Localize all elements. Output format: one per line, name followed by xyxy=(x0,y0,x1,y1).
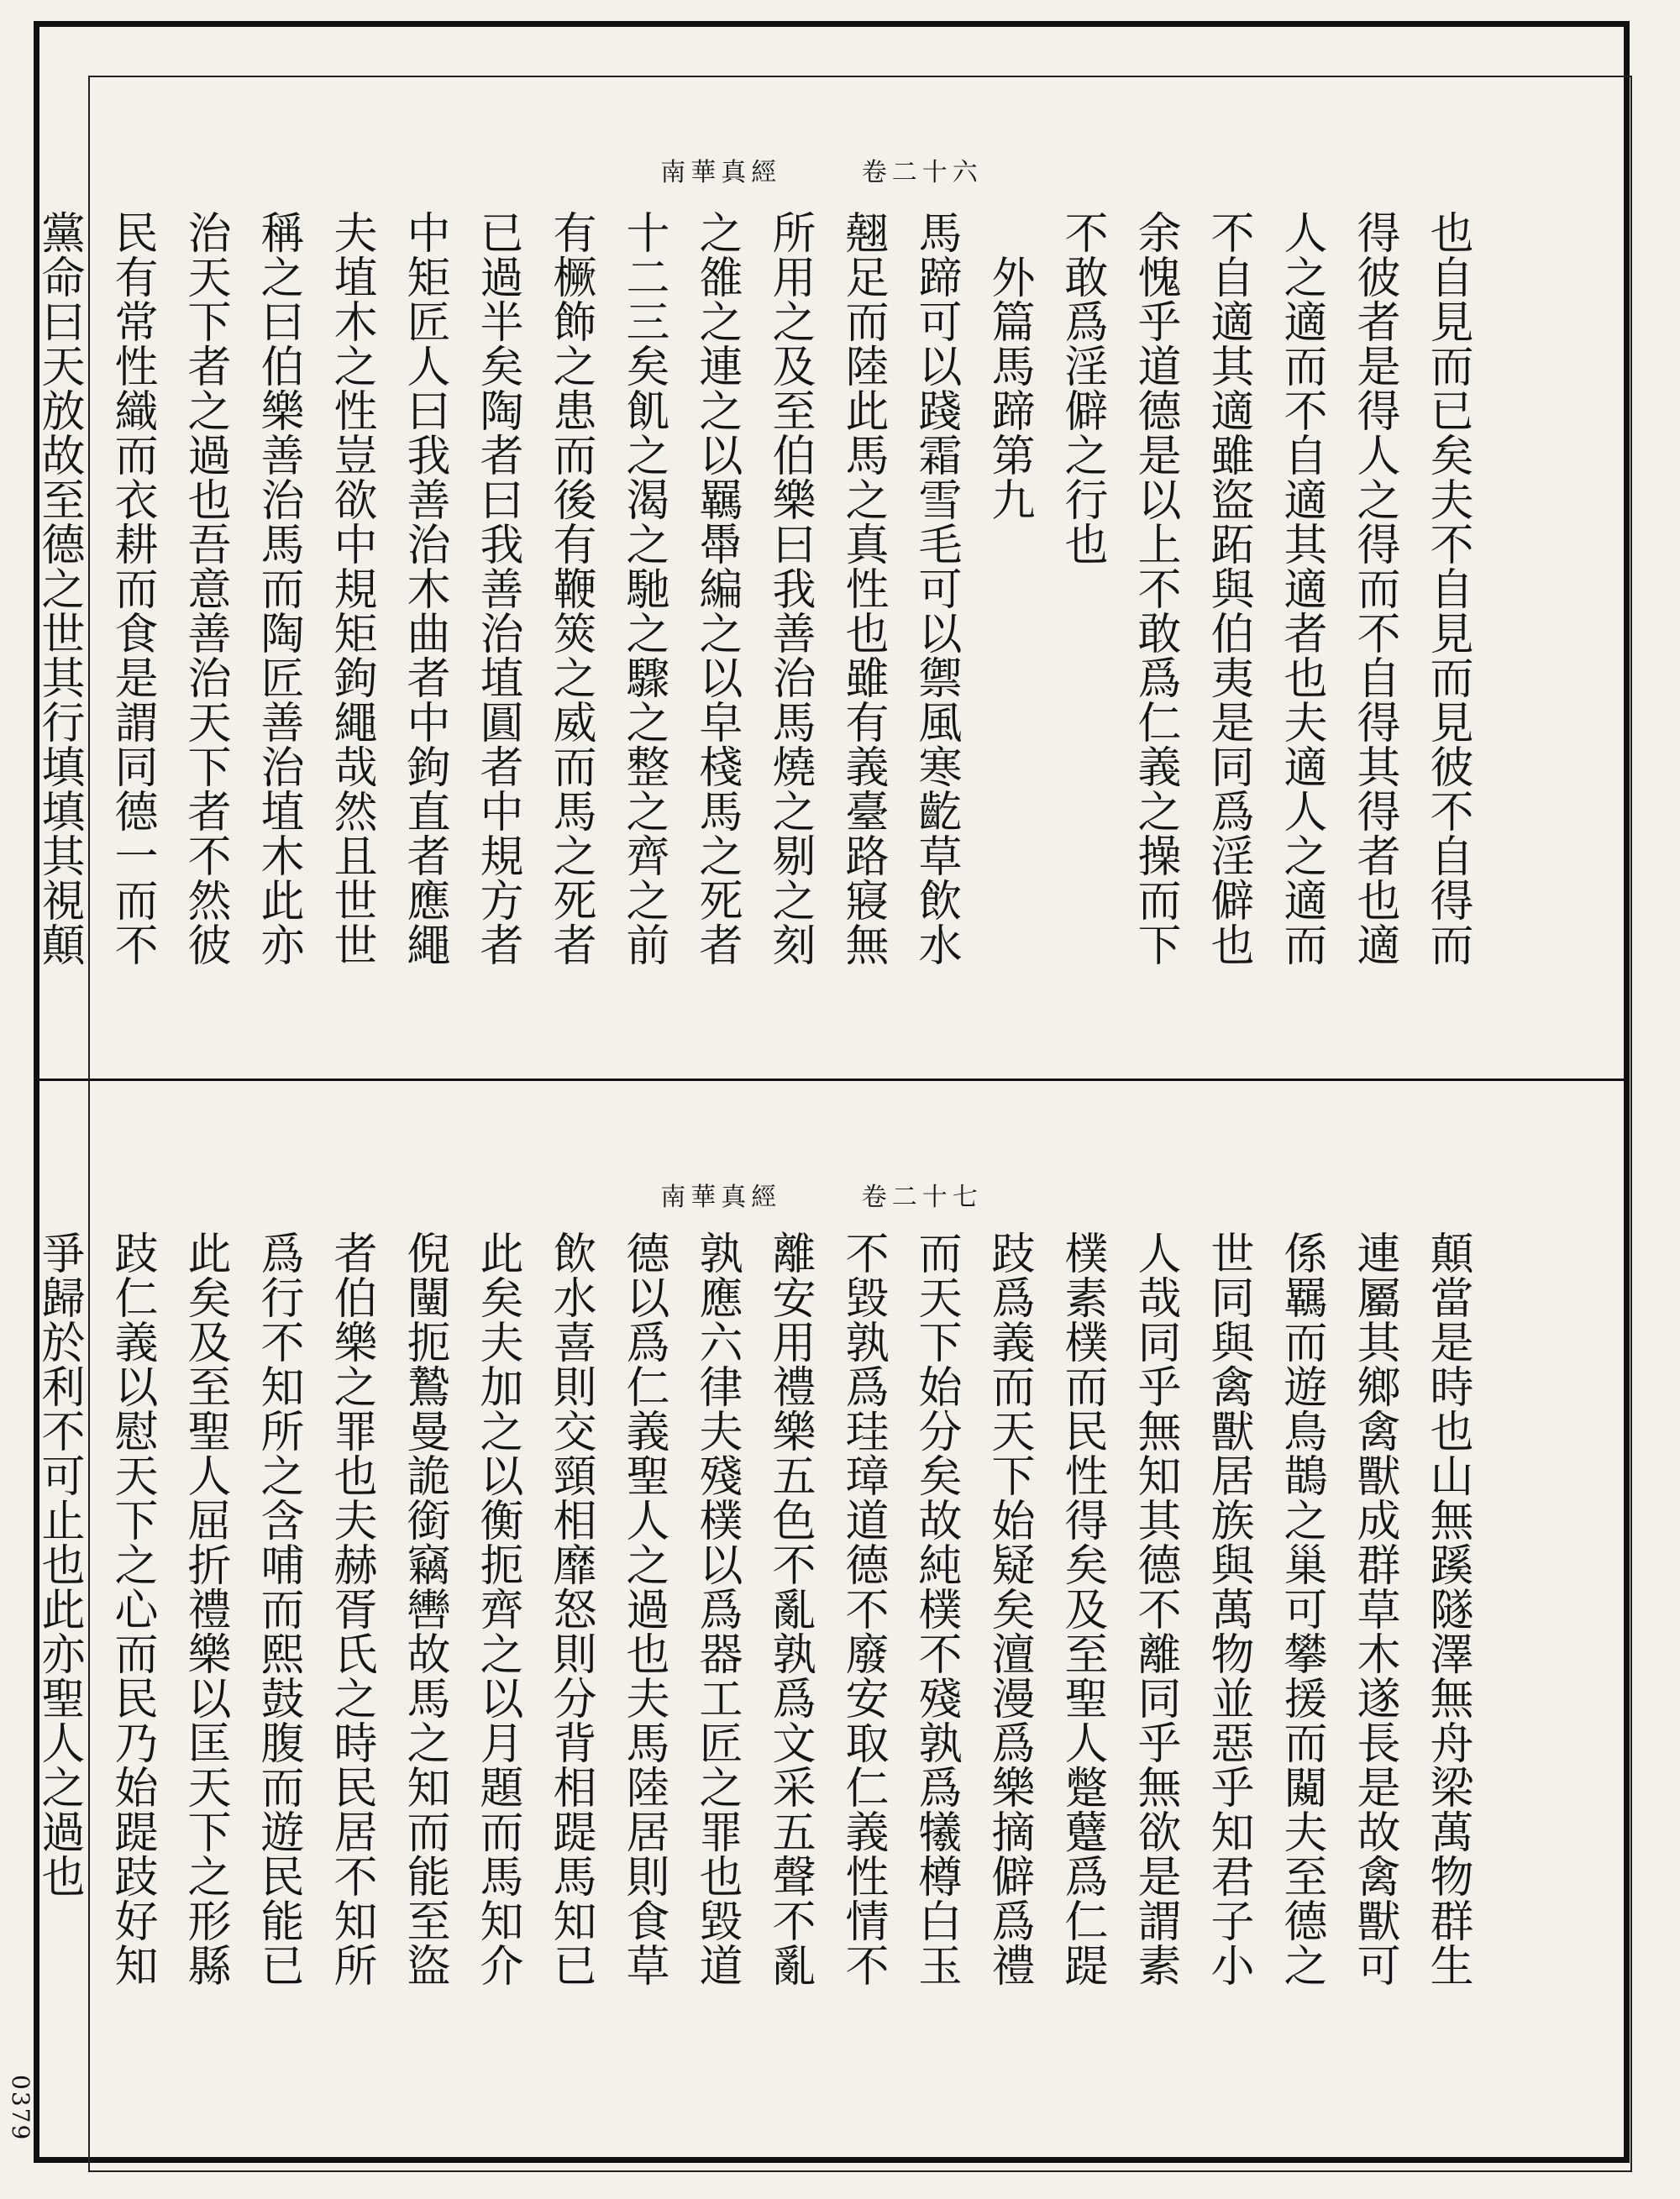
top-page-header xyxy=(50,151,1593,188)
text-column: 爭歸於利不可止也此亦聖人之過也 xyxy=(34,1231,84,1898)
page-divider xyxy=(34,1079,1630,1081)
top-page xyxy=(34,50,1593,1075)
text-column: 夫埴木之性豈欲中規矩鉤繩哉然且世世 xyxy=(326,210,376,967)
text-column: 此矣及至聖人屈折禮樂以匡天下之形縣 xyxy=(180,1231,230,1987)
text-column: 之雒之連之以羈馽編之以皁棧馬之死者 xyxy=(691,210,742,967)
bottom-page xyxy=(34,1084,1593,2144)
text-column: 人之適而不自適其適者也夫適人之適而 xyxy=(1276,210,1326,967)
text-column: 倪闉扼鷙曼詭銜竊轡故馬之知而能至盜 xyxy=(399,1231,449,1987)
bottom-page-title: 南華真經 xyxy=(660,1183,782,1212)
text-column: 稱之曰伯樂善治馬而陶匠善治埴木此亦 xyxy=(253,210,303,967)
text-column: 德以爲仁義聖人之過也夫馬陸居則食草 xyxy=(618,1231,669,1987)
text-column: 有橛飾之患而後有鞭筴之威而馬之死者 xyxy=(545,210,596,967)
text-column: 外篇馬蹄第九 xyxy=(984,210,1034,522)
text-column: 此矣夫加之以衡扼齊之以月題而馬知介 xyxy=(472,1231,522,1987)
text-column: 者伯樂之罪也夫赫胥氏之時民居不知所 xyxy=(326,1231,376,1987)
text-column: 離安用禮樂五色不亂孰爲文采五聲不亂 xyxy=(764,1231,815,1987)
text-column: 不自適其適雖盜跖與伯夷是同爲淫僻也 xyxy=(1203,210,1253,967)
text-column: 而天下始分矣故純樸不殘孰爲犧樽白玉 xyxy=(911,1231,961,1987)
text-column: 顛當是時也山無蹊隧澤無舟梁萬物群生 xyxy=(1422,1231,1473,1987)
bottom-page-volume: 卷二十七 xyxy=(861,1183,983,1212)
text-column: 治天下者之過也吾意善治天下者不然彼 xyxy=(180,210,230,967)
text-column: 樸素樸而民性得矣及至聖人蹩躠爲仁踶 xyxy=(1057,1231,1107,1987)
text-column: 十二三矣飢之渴之馳之驟之整之齊之前 xyxy=(618,210,669,967)
bottom-page-text xyxy=(34,1231,1593,2112)
text-column: 飲水喜則交頸相靡怒則分背相踶馬知已 xyxy=(545,1231,596,1987)
top-page-volume: 卷二十六 xyxy=(861,158,983,187)
text-column: 跂爲義而天下始疑矣澶漫爲樂摘僻爲禮 xyxy=(984,1231,1034,1987)
text-column: 所用之及至伯樂曰我善治馬燒之剔之刻 xyxy=(764,210,815,967)
text-column: 民有常性織而衣耕而食是謂同德一而不 xyxy=(107,210,157,967)
top-page-text xyxy=(34,210,1593,1050)
text-column: 人哉同乎無知其德不離同乎無欲是謂素 xyxy=(1130,1231,1180,1987)
text-column: 連屬其鄉禽獸成群草木遂長是故禽獸可 xyxy=(1349,1231,1399,1987)
text-column: 已過半矣陶者曰我善治埴圓者中規方者 xyxy=(472,210,522,967)
text-column: 也自見而已矣夫不自見而見彼不自得而 xyxy=(1422,210,1473,967)
text-column: 余愧乎道德是以上不敢爲仁義之操而下 xyxy=(1130,210,1180,967)
text-column: 翹足而陸此馬之真性也雖有義臺路寢無 xyxy=(837,210,888,967)
text-column: 係羈而遊鳥鵲之巢可攀援而闚夫至德之 xyxy=(1276,1231,1326,1987)
text-column: 馬蹄可以踐霜雪毛可以禦風寒齕草飲水 xyxy=(911,210,961,967)
text-column: 孰應六律夫殘樸以爲器工匠之罪也毀道 xyxy=(691,1231,742,1987)
bottom-page-header xyxy=(50,1176,1593,1213)
page-number: 0379 xyxy=(7,2075,34,2142)
text-column: 爲行不知所之含哺而熙鼓腹而遊民能已 xyxy=(253,1231,303,1987)
text-column: 世同與禽獸居族與萬物並惡乎知君子小 xyxy=(1203,1231,1253,1987)
text-column: 得彼者是得人之得而不自得其得者也適 xyxy=(1349,210,1399,967)
text-column: 不敢爲淫僻之行也 xyxy=(1057,210,1107,566)
top-page-title: 南華真經 xyxy=(660,158,782,187)
text-column: 中矩匠人曰我善治木曲者中鉤直者應繩 xyxy=(399,210,449,967)
text-column: 黨命曰天放故至德之世其行填填其視顛 xyxy=(34,210,84,967)
text-column: 不毀孰爲珪璋道德不廢安取仁義性情不 xyxy=(837,1231,888,1987)
text-column: 跂仁義以慰天下之心而民乃始踶跂好知 xyxy=(107,1231,157,1987)
